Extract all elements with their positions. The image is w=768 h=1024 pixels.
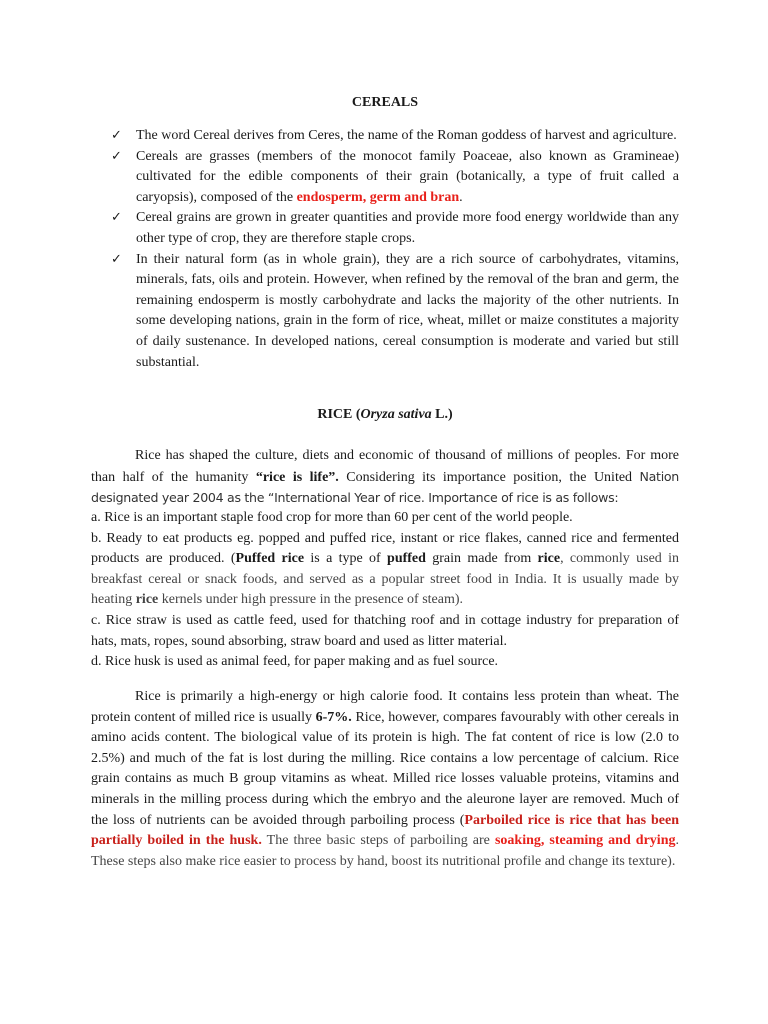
sans-text: Nation designated year 2004 as the “International Year of rice. Importance of rice is as follows: — [91, 468, 679, 506]
bold-text: “rice is life”. — [255, 469, 339, 485]
bullet-text: The word Cereal derives from Ceres, the name of the Roman goddess of harvest and agriculture. — [136, 128, 677, 143]
checkmark-icon: ✓ — [111, 128, 122, 143]
bullet-text: Cereal grains are grown in greater quantities and provide more food energy worldwide than any other type of crop, they are therefore staple crops. — [136, 210, 679, 246]
list-item: c. Rice straw is used as cattle feed, used for thatching roof and in cottage industry for preparation of hats, mats, ropes, sound absorbing, straw board and used as litter material. — [91, 612, 679, 649]
highlight-text: endosperm, germ and bran — [296, 189, 460, 205]
bullet-text: In their natural form (as in whole grain), they are a rich source of carbohydrates, vitamins, minerals, fats, oils and protein. However, when refined by the removal of the bran and germ, the remaining endosperm is mostly carbohydrate and lacks the majority of the other nutrients. In some developing nations, grain in the form of rice, wheat, millet or maize constitutes a majority of daily sustenance. In developed nations, cereal consumption is moderate and varied but still substantial. — [136, 251, 679, 370]
bullet-item — [91, 147, 679, 209]
checkmark-icon: ✓ — [111, 210, 122, 226]
rice-intro-paragraph: Rice has shaped the culture, diets and economic of thousand of millions of peoples. For more than half of the humanity “rice is life”. Considering its importance position, the United Nation designated year 2004 as the “International Year of rice. Importance of rice is as follows: — [91, 448, 679, 506]
bullet-text: Cereals are grasses (members of the monocot family Poaceae, also known as Gramineae) cultivated for the edible components of their grain (botanically, a type of fruit called a caryopsis), composed of the — [136, 148, 679, 205]
checkmark-icon: ✓ — [111, 148, 122, 164]
page-title: CEREALS — [351, 95, 419, 110]
list-item: b. Ready to eat products eg. popped and puffed rice, instant or rice flakes, canned rice and fermented products are produced. (Puffed rice is a type of puffed grain made from rice, commonly used in breakfast cereal or snack foods, and served as a popular street food in India. It is usually made by heating rice kernels under high pressure in the presence of steam). — [91, 530, 679, 608]
bullet-item — [91, 126, 679, 147]
rice-importance-list — [91, 508, 679, 673]
bullet-text: . — [459, 189, 463, 205]
highlight-text: soaking, steaming and drying — [494, 833, 676, 849]
list-item: a. Rice is an important staple food crop for more than 60 per cent of the world people. — [91, 510, 573, 525]
bullet-item — [91, 208, 679, 249]
scientific-name: Oryza sativa — [360, 407, 432, 422]
cereal-bullet-list — [91, 126, 679, 373]
list-item: d. Rice husk is used as animal feed, for paper making and as fuel source. — [91, 654, 499, 670]
rice-nutrition-paragraph: Rice is primarily a high-energy or high calorie food. It contains less protein than wheat. The protein content of milled rice is usually 6-7%. Rice, however, compares favourably with other cereals in amino acids content. The biological value of its protein is high. The fat content of rice is low (2.0 to 2.5%) and much of the fat is lost during the milling. Rice contains a low percentage of calcium. Rice grain contains as much B group vitamins as wheat. Milled rice losses valuable proteins, vitamins and minerals in the milling process during which the embryo and the aleurone layer are removed. Much of the loss of nutrients can be avoided through parboiling process (Parboiled rice is rice that has been partially boiled in the husk. The three basic steps of parboiling are soaking, steaming and drying. These steps also make rice easier to process by hand, boost its nutritional profile and change its texture). — [91, 689, 679, 869]
rice-heading: RICE (Oryza sativa L.) — [317, 407, 453, 422]
bold-text: 6-7%. — [315, 709, 352, 725]
bullet-item — [91, 250, 679, 374]
highlight-text: Parboiled rice is rice that has been partially boiled in the husk. — [91, 812, 679, 849]
checkmark-icon: ✓ — [111, 251, 122, 267]
